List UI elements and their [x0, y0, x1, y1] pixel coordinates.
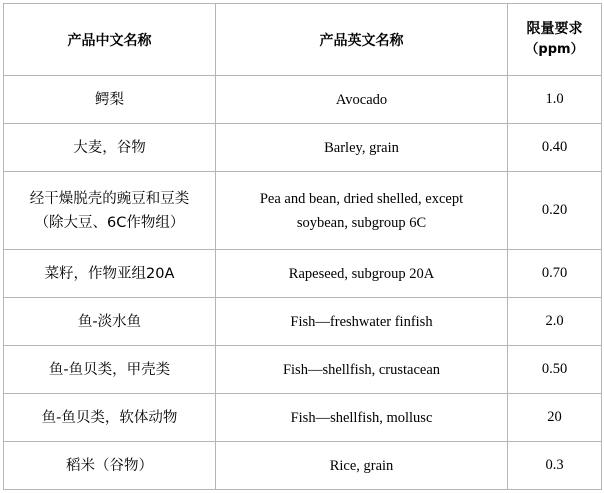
header-chinese-name: 产品中文名称	[4, 4, 216, 76]
table-row	[4, 124, 602, 172]
cell-limit: 1.0	[508, 76, 602, 124]
header-english-name: 产品英文名称	[216, 4, 508, 76]
table-row	[4, 442, 602, 490]
cell-limit: 0.70	[508, 250, 602, 298]
cell-chinese-name: 鱼-鱼贝类，软体动物	[4, 394, 216, 442]
header-limit-unit: （ppm）	[525, 41, 584, 57]
cell-english-name-line1: Pea and bean, dried shelled, except	[259, 190, 464, 207]
table-row	[4, 172, 602, 250]
cell-english-name: Rice, grain	[216, 442, 508, 490]
cell-limit: 0.40	[508, 124, 602, 172]
cell-english-name: Avocado	[216, 76, 508, 124]
table-row	[4, 394, 602, 442]
cell-english-name: Fish—freshwater finfish	[216, 298, 508, 346]
cell-limit: 2.0	[508, 298, 602, 346]
cell-limit: 0.20	[508, 172, 602, 250]
cell-limit: 0.50	[508, 346, 602, 394]
table-row	[4, 250, 602, 298]
table-row	[4, 346, 602, 394]
cell-english-name	[216, 172, 508, 250]
residue-limit-table	[3, 3, 602, 490]
table-header-row	[4, 4, 602, 76]
header-limit	[508, 4, 602, 76]
cell-chinese-name-line1: 经干燥脱壳的豌豆和豆类	[29, 190, 190, 207]
cell-english-name: Barley, grain	[216, 124, 508, 172]
cell-chinese-name: 大麦，谷物	[4, 124, 216, 172]
header-limit-title: 限量要求	[526, 20, 583, 37]
cell-english-name: Rapeseed, subgroup 20A	[216, 250, 508, 298]
cell-chinese-name: 稻米（谷物）	[4, 442, 216, 490]
cell-chinese-name: 菜籽，作物亚组20A	[4, 250, 216, 298]
cell-limit: 0.3	[508, 442, 602, 490]
cell-english-name: Fish—shellfish, crustacean	[216, 346, 508, 394]
cell-chinese-name	[4, 172, 216, 250]
cell-chinese-name: 鳄梨	[4, 76, 216, 124]
cell-english-name-line2: soybean, subgroup 6C	[296, 214, 427, 231]
cell-chinese-name: 鱼-淡水鱼	[4, 298, 216, 346]
cell-chinese-name: 鱼-鱼贝类，甲壳类	[4, 346, 216, 394]
cell-limit: 20	[508, 394, 602, 442]
table-row	[4, 298, 602, 346]
cell-chinese-name-line2: （除大豆、6C作物组）	[34, 214, 185, 231]
table-row	[4, 76, 602, 124]
cell-english-name: Fish—shellfish, mollusc	[216, 394, 508, 442]
